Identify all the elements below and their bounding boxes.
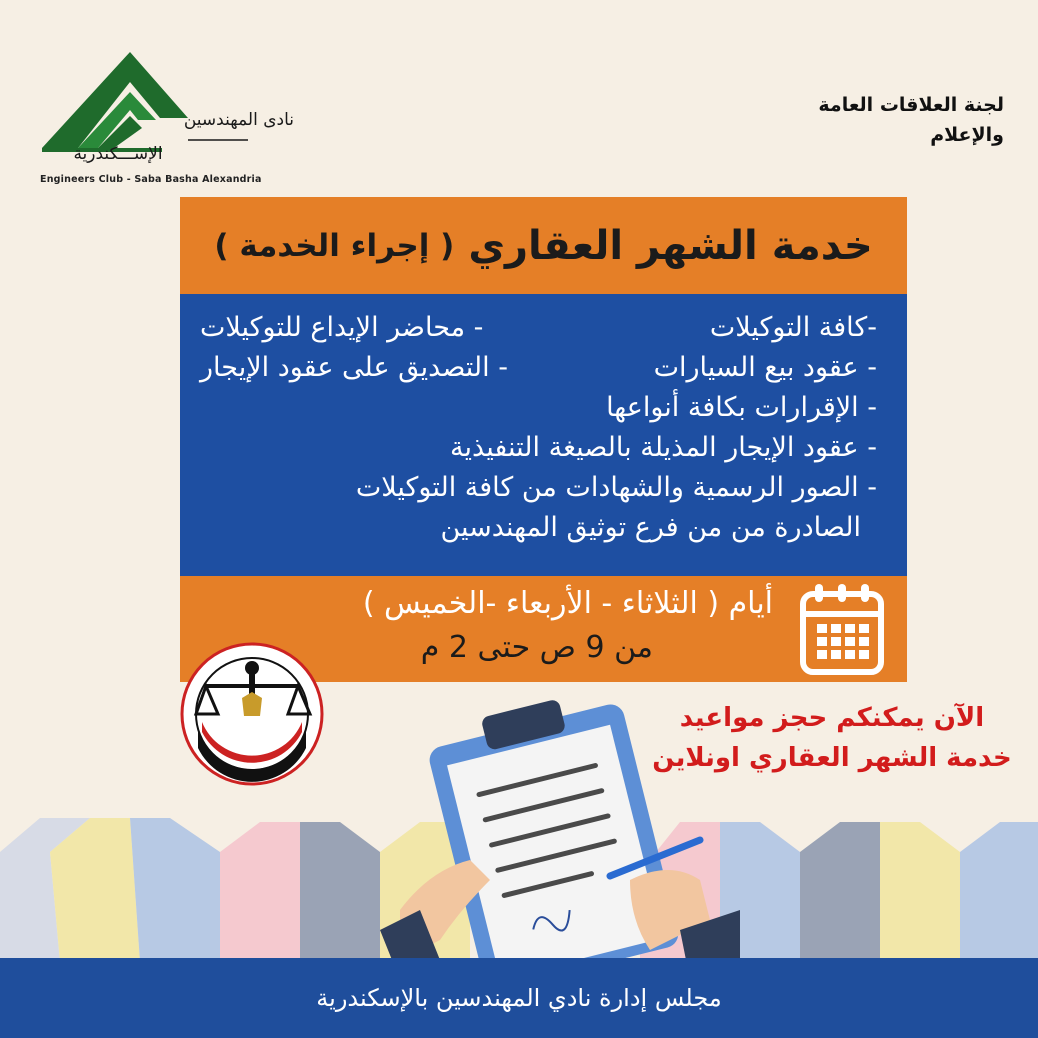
- calendar-icon: [799, 580, 885, 676]
- services-list: [180, 294, 907, 576]
- services-row-1: [200, 308, 877, 348]
- service-item: - محاضر الإيداع للتوكيلات: [200, 312, 484, 343]
- scales-of-justice-icon: [176, 638, 328, 788]
- schedule-hours: من 9 ص حتى 2 م: [420, 630, 653, 665]
- title-sub: ( إجراء الخدمة ): [214, 227, 455, 264]
- engineers-club-logo: [38, 48, 294, 198]
- committee-line-1: لجنة العلاقات العامة: [818, 94, 1004, 116]
- services-row-2: [200, 348, 877, 388]
- service-item: - عقود بيع السيارات: [653, 352, 877, 383]
- service-item: - عقود الإيجار المذيلة بالصيغة التنفيذية: [450, 432, 877, 463]
- schedule-days: أيام ( الثلاثاء - الأربعاء -الخميس ): [362, 586, 773, 621]
- service-item: - الصور الرسمية والشهادات من كافة التوكيلات: [355, 472, 877, 503]
- booking-line-1: الآن يمكنكم حجز مواعيد: [679, 703, 985, 733]
- committee-line-2: والإعلام: [930, 124, 1004, 146]
- service-item: - الإقرارات بكافة أنواعها: [606, 392, 877, 423]
- service-item-continuation: الصادرة من من فرع توثيق المهندسين: [440, 512, 861, 543]
- footer-banner: [0, 958, 1038, 1038]
- committee-heading: [764, 90, 1004, 150]
- online-booking-notice: [632, 698, 1032, 778]
- ministry-of-justice-seal: [176, 638, 328, 788]
- footer-text: مجلس إدارة نادي المهندسين بالإسكندرية: [316, 984, 722, 1012]
- title-banner: [180, 197, 907, 294]
- logo-arabic-city: الإســـكندرية: [73, 144, 163, 164]
- logo-arabic-name: نادى المهندسين: [183, 110, 294, 130]
- booking-line-2: خدمة الشهر العقاري اونلاين: [652, 743, 1012, 773]
- logo-english-line: Engineers Club - Saba Basha Alexandria: [40, 174, 262, 185]
- service-item: - التصديق على عقود الإيجار: [200, 352, 508, 383]
- service-item: -كافة التوكيلات: [709, 312, 877, 343]
- title-main: خدمة الشهر العقاري: [468, 222, 873, 269]
